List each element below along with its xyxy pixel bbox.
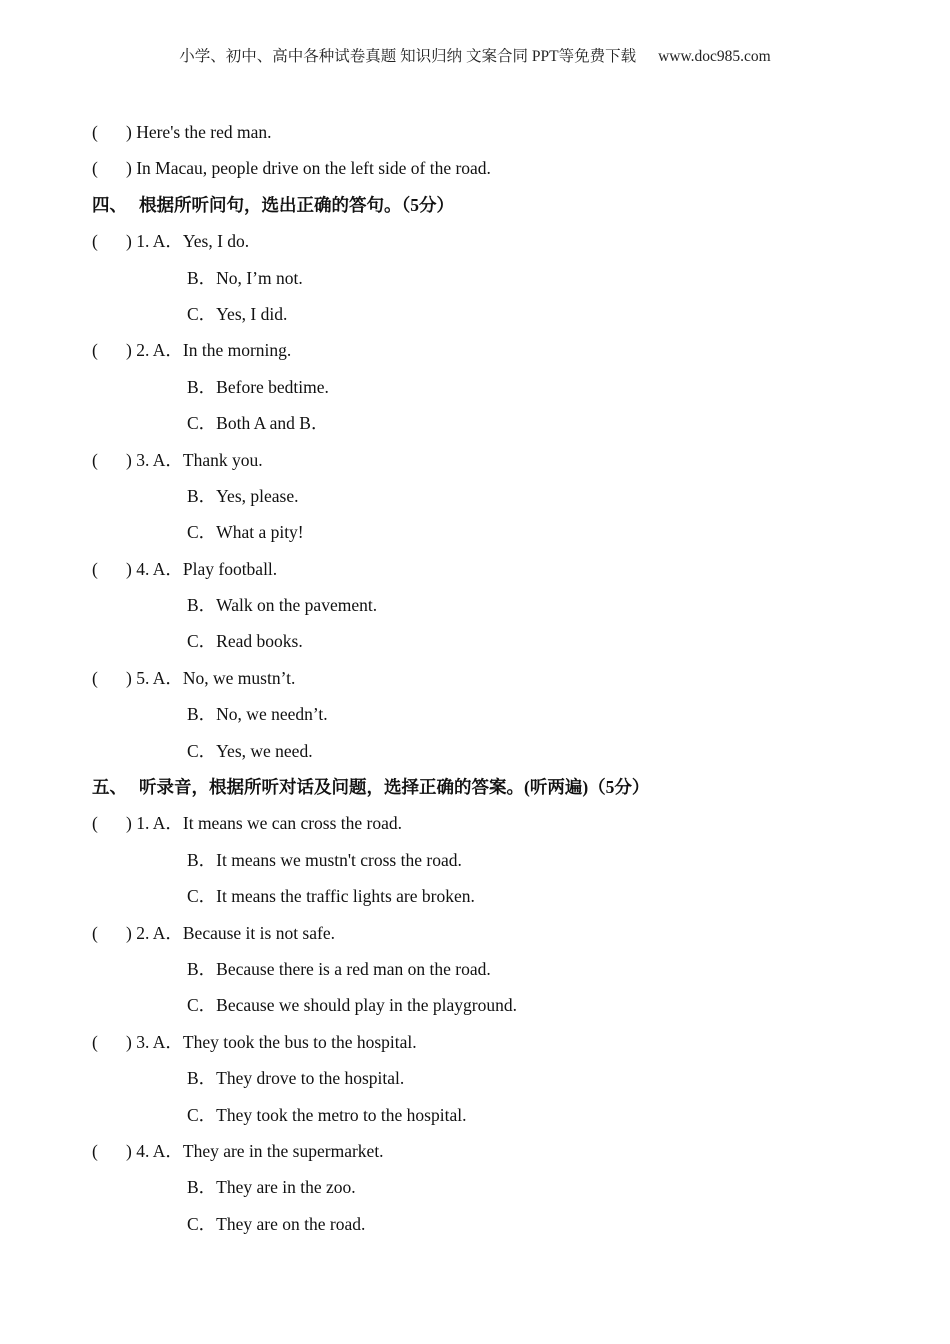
- option-c: C．Because we should play in the playground.: [187, 995, 518, 1016]
- question-item: ( ) 4. A．Play football.: [92, 551, 912, 587]
- option-c: C．Read books.: [187, 631, 303, 652]
- page-header: [0, 44, 950, 66]
- option-b: B．Yes, please.: [187, 485, 299, 506]
- question-item: ( ) 4. A．They are in the supermarket.: [92, 1133, 912, 1169]
- option-c: C．It means the traffic lights are broken.: [187, 886, 475, 907]
- question-item: ( ) 1. A．Yes, I do.: [92, 223, 912, 259]
- question-item: ( ) 5. A．No, we mustn’t.: [92, 660, 912, 696]
- option-c: C．What a pity!: [187, 522, 304, 543]
- question-item: ( ) 1. A．It means we can cross the road.: [92, 805, 912, 841]
- answer-bracket: (: [92, 122, 98, 142]
- answer-bracket: (: [92, 558, 98, 579]
- option-b: B．They drove to the hospital.: [187, 1068, 405, 1089]
- answer-bracket: (: [92, 813, 98, 834]
- header-url[interactable]: www.doc985.com: [658, 48, 771, 65]
- answer-bracket: (: [92, 667, 98, 688]
- carryover-item: ( ) In Macau, people drive on the left side of the road.: [92, 150, 912, 186]
- option-c: C．Both A and B．: [187, 413, 329, 434]
- answer-bracket: (: [92, 158, 98, 179]
- exam-content: [92, 114, 912, 1242]
- answer-bracket: (: [92, 231, 98, 252]
- option-b: B．No, I’m not.: [187, 267, 303, 288]
- option-b: B．Walk on the pavement.: [187, 595, 378, 616]
- option-c: C．Yes, I did.: [187, 303, 288, 324]
- option-c: C．Yes, we need.: [187, 740, 313, 761]
- answer-bracket: (: [92, 449, 98, 470]
- section-5-title: 五、 听录音，根据所听对话及问题，选择正确的答案。(听两遍)（5分）: [92, 777, 650, 798]
- question-item: ( ) 3. A．They took the bus to the hospital.: [92, 1024, 912, 1060]
- answer-bracket: (: [92, 1031, 98, 1052]
- option-b: B．No, we needn’t.: [187, 704, 328, 725]
- question-item: ( ) 2. A．Because it is not safe.: [92, 915, 912, 951]
- header-text: 小学、初中、高中各种试卷真题 知识归纳 文案合同 PPT等免费下载: [179, 48, 637, 65]
- question-item: ( ) 3. A．Thank you.: [92, 442, 912, 478]
- section-4-title: 四、 根据所听问句，选出正确的答句。（5分）: [92, 194, 454, 215]
- answer-bracket: (: [92, 1140, 98, 1161]
- option-b: B．It means we mustn't cross the road.: [187, 849, 462, 870]
- carryover-item: ( ) Here's the red man.: [92, 114, 912, 150]
- answer-bracket: (: [92, 922, 98, 943]
- option-b: B．They are in the zoo.: [187, 1177, 356, 1198]
- option-c: C．They took the metro to the hospital.: [187, 1104, 467, 1125]
- option-b: B．Before bedtime.: [187, 376, 329, 397]
- question-item: ( ) 2. A．In the morning.: [92, 332, 912, 368]
- option-c: C．They are on the road.: [187, 1213, 366, 1234]
- option-b: B．Because there is a red man on the road.: [187, 958, 491, 979]
- answer-bracket: (: [92, 340, 98, 361]
